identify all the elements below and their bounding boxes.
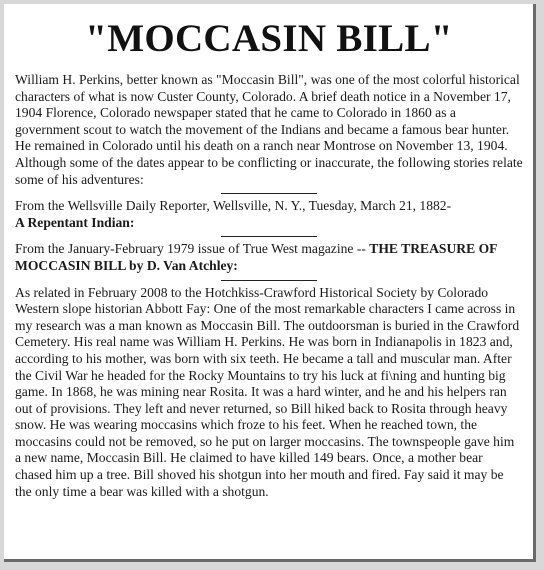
source-1-text: From the Wellsville Daily Reporter, Wellsville, N. Y., Tuesday, March 21, 1882- (15, 198, 452, 214)
source-1-paragraph (15, 198, 523, 231)
document-page (4, 4, 536, 562)
source-2-headline: THE TREASURE OF MOCCASIN BILL by D. Van Atchley: (15, 241, 497, 273)
source-1-headline: A Repentant Indian: (15, 214, 135, 230)
section-divider (221, 280, 317, 281)
story-paragraph: As related in February 2008 to the Hotchkiss-Crawford Historical Society by Colorado Western slope historian Abbott Fay: One of the most remarkable characters I came across in my research was a man known as Moccasin Bill. The outdoorsman is buried in the Crawford Cemetery. His real name was William H. Perkins. He was born in Indianapolis in 1823 and, according to his mother, was born with six teeth. He became a tall and muscular man. After the Civil War he headed for the Rocky Mountains to try his luck at fi\ning and hunting big game. In 1868, he was mining near Rosita. It was a hard winter, and he and his helpers ran out of provisions. They left and never returned, so Bill hiked back to Rosita through heavy snow. He was wearing moccasins which froze to his feet. When he reached town, the moccasins could not be removed, so he put on larger moccasins. The townspeople gave him a new name, Moccasin Bill. He claimed to have killed 149 bears. Once, a mother bear chased him up a tree. Bill shoved his shotgun into her mouth and fired. Fay said it may be the only time a bear was killed with a shotgun. (15, 284, 520, 499)
intro-paragraph: William H. Perkins, better known as "Moccasin Bill", was one of the most colorful historical characters of what is now Custer County, Colorado. A brief death notice in a November 17, 1904 Florence, Colorado newspaper stated that he came to Colorado in 1860 as a government scout to watch the movement of the Indians and became a famous bear hunter. He remained in Colorado until his death on a ranch near Montrose on November 13, 1904. Although some of the dates appear to be conflicting or inaccurate, the following stories relate some of his adventures: (15, 72, 523, 187)
section-divider (221, 236, 317, 237)
page-title: "MOCCASIN BILL" (85, 17, 453, 60)
source-2-text: From the January-February 1979 issue of True West magazine -- (15, 241, 370, 257)
section-divider (221, 193, 317, 194)
source-2-paragraph (15, 241, 523, 274)
